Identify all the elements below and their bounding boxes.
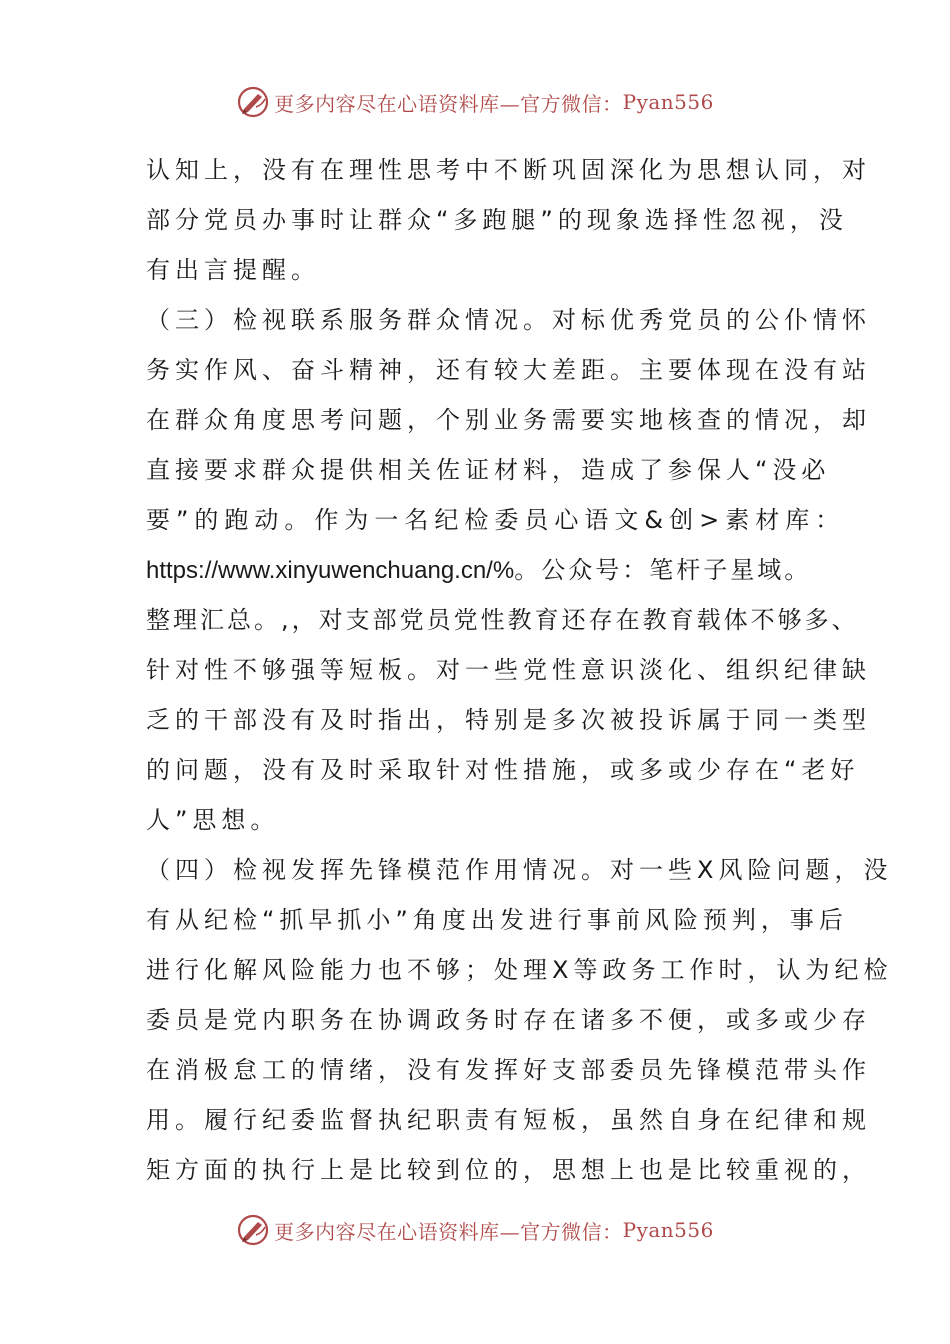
body-line: 矩方面的执行上是比较到位的，思想上也是比较重视的， bbox=[146, 1156, 871, 1184]
body-line: 在消极怠工的情绪，没有发挥好支部委员先锋模范带头作 bbox=[146, 1056, 871, 1084]
footer-site-text: 更多内容尽在心语资料库—官方微信： bbox=[274, 1219, 623, 1244]
header-site-text: 更多内容尽在心语资料库—官方微信： bbox=[274, 91, 623, 116]
pen-logo-icon bbox=[236, 1213, 270, 1247]
header-banner bbox=[0, 82, 950, 122]
pen-logo-icon bbox=[236, 85, 270, 119]
section-heading-line: （四）检视发挥先锋模范作用情况。对一些X风险问题，没 bbox=[146, 856, 893, 884]
body-line: 整理汇总。,，对支部党员党性教育还存在教育载体不够多、 bbox=[146, 606, 859, 634]
section-heading-line: （三）检视联系服务群众情况。对标优秀党员的公仆情怀 bbox=[146, 306, 871, 334]
body-line: 认知上，没有在理性思考中不断巩固深化为思想认同，对 bbox=[146, 156, 871, 184]
source-url-text: https://www.xinyuwenchuang.cn/% bbox=[146, 557, 515, 584]
body-line: 要”的跑动。作为一名纪检委员心语文&创>素材库： bbox=[146, 506, 846, 534]
footer-wechat-id: Pyan556 bbox=[622, 1218, 714, 1242]
body-line: 用。履行纪委监督执纪职责有短板，虽然自身在纪律和规 bbox=[146, 1106, 871, 1134]
body-line: 务实作风、奋斗精神，还有较大差距。主要体现在没有站 bbox=[146, 356, 871, 384]
document-body bbox=[146, 145, 893, 1195]
body-line: 直接要求群众提供相关佐证材料，造成了参保人“没必 bbox=[146, 456, 831, 484]
footer-banner bbox=[0, 1210, 950, 1250]
body-line: 的问题，没有及时采取针对性措施，或多或少存在“老好 bbox=[146, 756, 860, 784]
body-line: 乏的干部没有及时指出，特别是多次被投诉属于同一类型 bbox=[146, 706, 871, 734]
body-line: 在群众角度思考问题，个别业务需要实地核查的情况，却 bbox=[146, 406, 871, 434]
url-line-rest: 。公众号：笔杆子星域。 bbox=[514, 556, 812, 584]
body-line: 部分党员办事时让群众“多跑腿”的现象选择性忽视，没 bbox=[146, 206, 848, 234]
header-wechat-id: Pyan556 bbox=[622, 90, 714, 114]
body-line: 人”思想。 bbox=[146, 806, 280, 834]
body-line: 针对性不够强等短板。对一些党性意识淡化、组织纪律缺 bbox=[146, 656, 871, 684]
body-line: 有出言提醒。 bbox=[146, 256, 320, 284]
url-line bbox=[146, 545, 810, 595]
body-line: 有从纪检“抓早抓小”角度出发进行事前风险预判，事后 bbox=[146, 906, 848, 934]
body-line: 进行化解风险能力也不够；处理X等政务工作时，认为纪检 bbox=[146, 956, 893, 984]
body-line: 委员是党内职务在协调政务时存在诸多不便，或多或少存 bbox=[146, 1006, 871, 1034]
